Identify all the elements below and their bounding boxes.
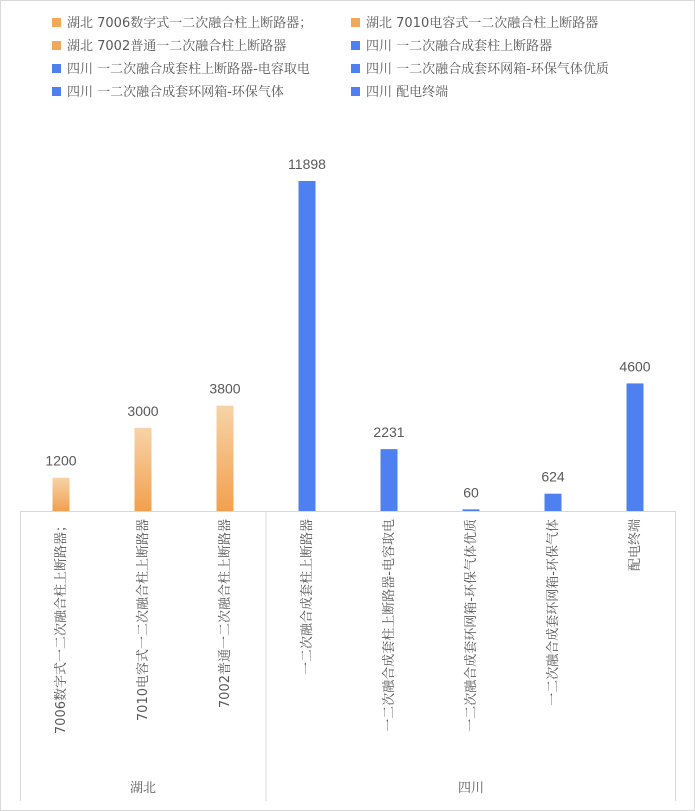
legend-item bbox=[52, 38, 286, 54]
group-label: 湖北 bbox=[129, 781, 157, 796]
legend-label: 四川 一二次融合成套环网箱-环保气体优质 bbox=[366, 62, 609, 77]
legend-swatch bbox=[52, 64, 61, 73]
legend-label: 湖北 7006数字式一二次融合柱上断路器； bbox=[67, 16, 313, 31]
data-label: 1200 bbox=[45, 452, 77, 469]
data-label: 3000 bbox=[127, 402, 159, 419]
category-label: 一二次融合成套环网箱-环保气体 bbox=[546, 519, 561, 706]
legend-swatch bbox=[52, 18, 61, 27]
legend-item bbox=[52, 15, 312, 31]
category-label: 配电终端 bbox=[628, 519, 643, 572]
legend-item bbox=[52, 84, 284, 100]
category-label: 一二次融合成套柱上断路器 bbox=[300, 519, 315, 676]
legend-item bbox=[351, 15, 598, 31]
legend-item bbox=[351, 38, 552, 54]
chart-frame bbox=[1, 1, 695, 811]
legend-swatch bbox=[52, 41, 61, 50]
legend-item bbox=[52, 61, 310, 77]
category-label: 7010电容式一二次融合柱上断路器 bbox=[136, 519, 151, 722]
bar bbox=[627, 383, 644, 511]
data-label: 4600 bbox=[619, 358, 651, 375]
legend-label: 湖北 7002普通一二次融合柱上断路器 bbox=[67, 39, 287, 54]
data-label: 624 bbox=[541, 468, 565, 485]
category-label: 一二次融合成套柱上断路器-电容取电 bbox=[382, 519, 397, 732]
data-label: 60 bbox=[463, 484, 479, 501]
legend-label: 四川 配电终端 bbox=[366, 85, 449, 100]
bar bbox=[463, 509, 480, 511]
bar bbox=[545, 494, 562, 511]
data-label: 11898 bbox=[288, 156, 326, 172]
legend-swatch bbox=[351, 41, 360, 50]
legend bbox=[52, 15, 609, 100]
category-label: 7002普通一二次融合柱上断路器 bbox=[218, 519, 233, 709]
group-label: 四川 bbox=[457, 781, 485, 796]
legend-label: 四川 一二次融合成套柱上断路器 bbox=[366, 39, 553, 54]
category-axis bbox=[20, 511, 676, 801]
legend-swatch bbox=[52, 87, 61, 96]
legend-swatch bbox=[351, 87, 360, 96]
bar bbox=[381, 449, 398, 511]
legend-label: 四川 一二次融合成套柱上断路器-电容取电 bbox=[67, 62, 310, 77]
category-labels bbox=[53, 519, 643, 734]
bar bbox=[53, 478, 70, 511]
legend-swatch bbox=[351, 64, 360, 73]
category-label: 一二次融合成套环网箱-环保气体优质 bbox=[464, 519, 479, 732]
category-label: 7006数字式一二次融合柱上断路器； bbox=[54, 519, 69, 735]
data-label: 3800 bbox=[209, 380, 241, 397]
legend-label: 四川 一二次融合成套环网箱-环保气体 bbox=[67, 85, 284, 100]
legend-swatch bbox=[351, 18, 360, 27]
legend-label: 湖北 7010电容式一二次融合柱上断路器 bbox=[366, 16, 599, 31]
bar bbox=[217, 406, 234, 511]
bar bbox=[299, 181, 316, 511]
bar bbox=[135, 428, 152, 511]
legend-item bbox=[351, 84, 448, 100]
data-label: 2231 bbox=[373, 424, 405, 441]
group-labels bbox=[130, 780, 484, 796]
legend-item bbox=[351, 61, 609, 77]
bars bbox=[53, 181, 644, 511]
